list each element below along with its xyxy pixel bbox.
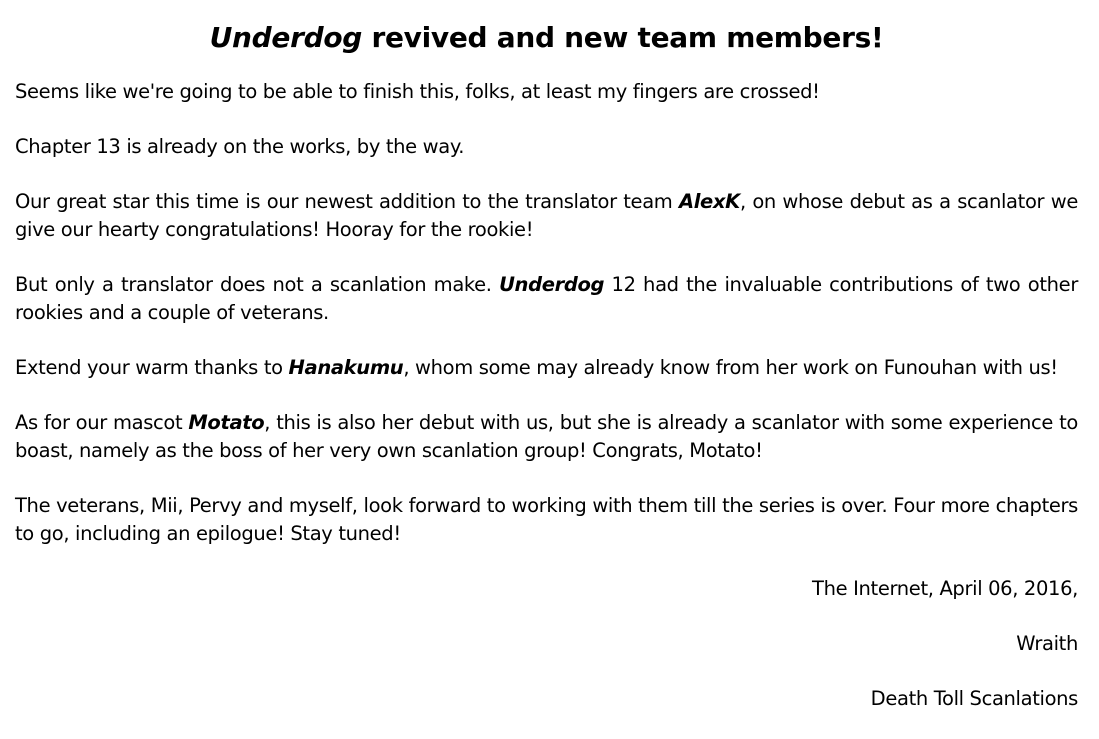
paragraph-veterans: The veterans, Mii, Pervy and myself, look forward to working with them till the series is over. Four more chapters to go, including an epilogue! Stay tuned!	[15, 494, 1078, 545]
post-title	[15, 20, 1078, 56]
member-name-alexk: AlexK	[678, 190, 740, 213]
member-name-motato: Motato	[188, 411, 265, 434]
paragraph-contributors	[15, 271, 1078, 327]
member-name-hanakumu: Hanakumu	[288, 356, 404, 379]
paragraph-text: , whom some may already know from her work on Funouhan with us!	[403, 356, 1058, 379]
paragraph-text: But only a translator does not a scanlation make.	[15, 273, 500, 296]
paragraph-text: 12 had the invaluable contributions of two other rookies and a couple of veterans.	[15, 273, 1078, 324]
paragraph-translator	[15, 188, 1078, 244]
paragraph-intro: Seems like we're going to be able to finish this, folks, at least my fingers are crossed!	[15, 80, 820, 103]
signature-block	[15, 575, 1078, 713]
paragraph-text: As for our mascot	[15, 411, 189, 434]
series-name: Underdog	[499, 273, 605, 296]
signature-place-date: The Internet, April 06, 2016,	[812, 577, 1078, 600]
paragraph-hanakumu	[15, 354, 1078, 382]
paragraph-text: , this is also her debut with us, but she is already a scanlator with some experience to boast, namely as the boss of her very own scanlation group! Congrats, Motato!	[15, 411, 1078, 462]
signature-author: Wraith	[1016, 632, 1078, 655]
paragraph-motato	[15, 409, 1078, 465]
paragraph-text: Extend your warm thanks to	[15, 356, 289, 379]
paragraph-chapter-13: Chapter 13 is already on the works, by the way.	[15, 135, 465, 158]
post-title-text: revived and new team members!	[362, 21, 884, 54]
paragraph-text: Our great star this time is our newest addition to the translator team	[15, 190, 679, 213]
post-title-series: Underdog	[209, 21, 363, 54]
paragraph-text: , on whose debut as a scanlator we give our hearty congratulations! Hooray for the rookie!	[15, 190, 1078, 241]
signature-group: Death Toll Scanlations	[870, 687, 1078, 710]
